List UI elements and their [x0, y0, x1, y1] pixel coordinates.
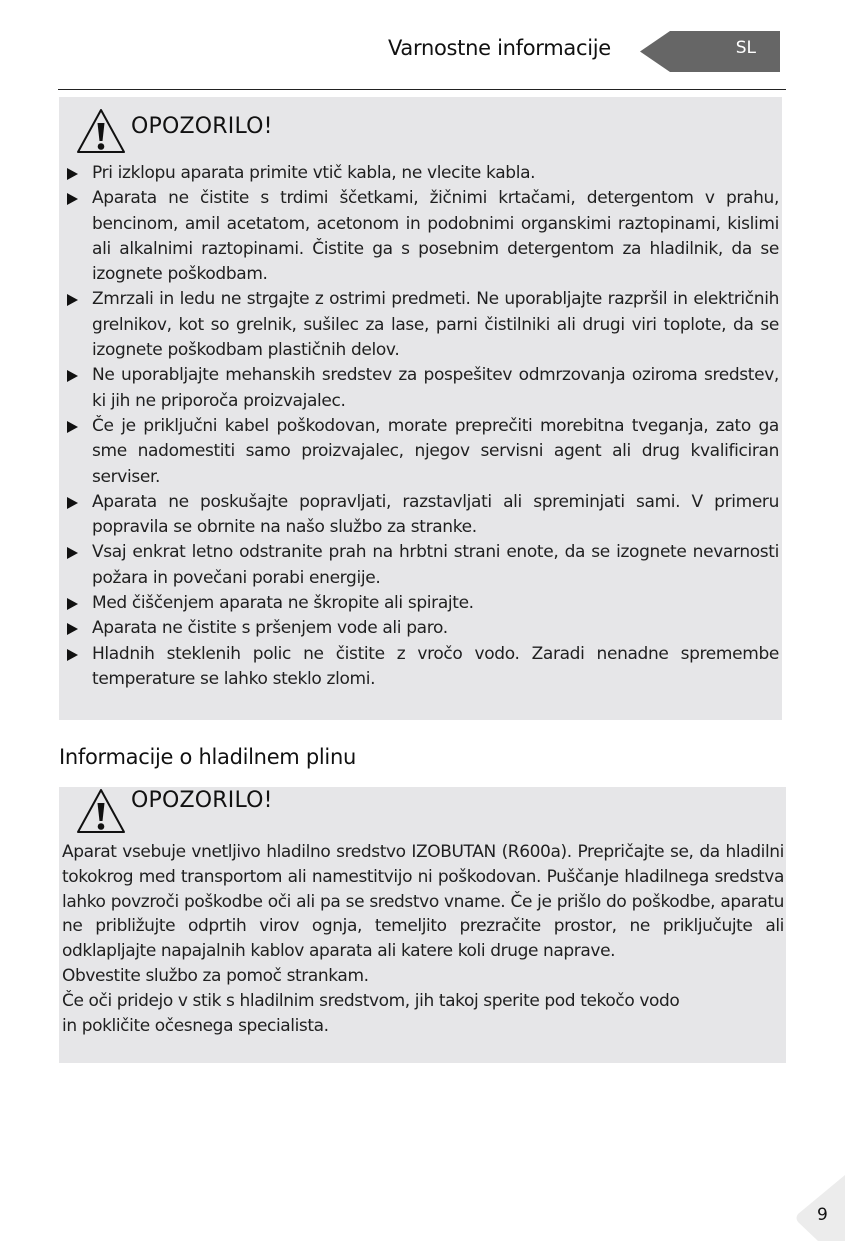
language-tab-shape [640, 31, 780, 72]
triangle-right-icon [67, 421, 78, 433]
warning-heading [75, 107, 273, 155]
language-tab [640, 31, 780, 72]
list-item: Zmrzali in ledu ne strgajte z ostrimi predmeti. Ne uporabljajte razpršil in električnih grelnikov, kot so grelnik, sušilec za lase, parni čistilniki ali drugi viri toplote, da se izognete poškodbam plastičnih delov. [67, 287, 779, 363]
header-divider [58, 89, 786, 90]
page-title: Varnostne informacije [388, 36, 611, 60]
list-item: Če je priključni kabel poškodovan, morate preprečiti morebitna tveganja, zato ga sme nadomestiti samo proizvajalec, njegov servisni agent ali drug kvalificiran serviser. [67, 414, 779, 490]
list-item: Vsaj enkrat letno odstranite prah na hrbtni strani enote, da se izognete nevarnosti požara in povečani porabi energije. [67, 540, 779, 591]
list-item: Aparata ne čistite s trdimi ščetkami, žičnimi krtačami, detergentom v prahu, bencinom, amil acetatom, acetonom in podobnimi organskimi raztopinami, kislimi ali alkalnimi raztopinami. Čistite ga s posebnim detergentom za hladilnik, da se izognete poškodbam. [67, 186, 779, 287]
paragraph: Obvestite službo za pomoč strankam. [62, 965, 369, 986]
list-item: Pri izklopu aparata primite vtič kabla, ne vlecite kabla. [67, 161, 779, 186]
paragraph: Če oči pridejo v stik s hladilnim sredstvom, jih takoj sperite pod tekočo vodo [62, 990, 680, 1011]
warning-heading [75, 787, 273, 835]
triangle-right-icon [67, 623, 78, 635]
triangle-right-icon [67, 649, 78, 661]
language-code: SL [735, 38, 756, 58]
page-number-tab [796, 1175, 845, 1241]
page-number: 9 [817, 1205, 828, 1225]
paragraph: Aparat vsebuje vnetljivo hladilno sredstvo IZOBUTAN (R600a). Prepričajte se, da hladilni tokokrog med transportom ali namestitvijo ni poškodovan. Puščanje hladilnega sredstva lahko povzroči poškodbe oči ali pa se sredstvo vname. Če je prišlo do poškodbe, aparatu ne približujte odprtih virov ognja, temeljito prezračite prostor, ne priključujte ali odklapljajte napajalnih kablov aparata ali katere koli druge naprave. [62, 842, 784, 962]
triangle-right-icon [67, 294, 78, 306]
list-item: Aparata ne čistite s pršenjem vode ali paro. [67, 616, 779, 641]
list-item: Hladnih steklenih polic ne čistite z vročo vodo. Zaradi nenadne spremembe temperature se lahko steklo zlomi. [67, 642, 779, 693]
triangle-right-icon [67, 547, 78, 559]
list-item: Med čiščenjem aparata ne škropite ali spirajte. [67, 591, 779, 616]
warning-title: OPOZORILO! [131, 114, 273, 139]
section-heading-refrigerant: Informacije o hladilnem plinu [59, 745, 356, 769]
warning-box-general [59, 97, 782, 720]
warning-triangle-icon [75, 787, 127, 835]
triangle-right-icon [67, 193, 78, 205]
warning-box-refrigerant [59, 787, 786, 1063]
triangle-right-icon [67, 168, 78, 180]
paragraph: in pokličite očesnega specialista. [62, 1015, 329, 1036]
triangle-right-icon [67, 598, 78, 610]
warning-triangle-icon [75, 107, 127, 155]
list-item: Aparata ne poskušajte popravljati, razstavljati ali spreminjati sami. V primeru popravila se obrnite na našo službo za stranke. [67, 490, 779, 541]
triangle-right-icon [67, 497, 78, 509]
warning-list [67, 161, 779, 692]
warning-title: OPOZORILO! [131, 788, 273, 813]
triangle-right-icon [67, 370, 78, 382]
list-item: Ne uporabljajte mehanskih sredstev za pospešitev odmrzovanja oziroma sredstev, ki jih ne priporoča proizvajalec. [67, 363, 779, 414]
warning-text [62, 840, 784, 1038]
